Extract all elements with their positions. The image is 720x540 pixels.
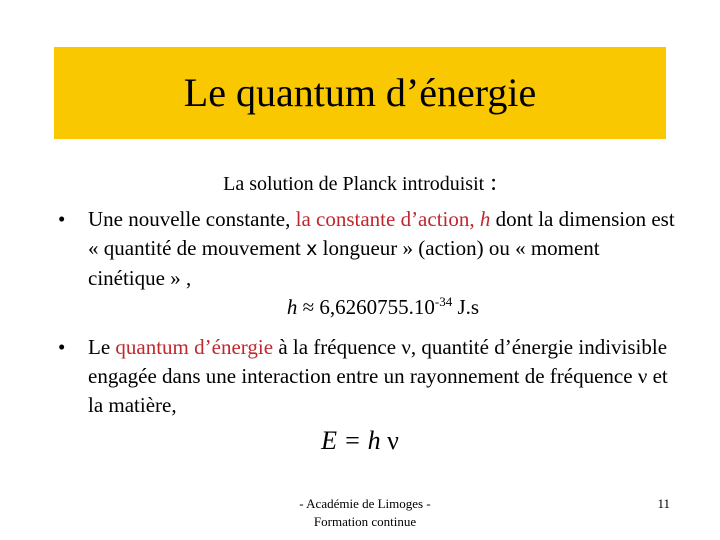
bullet-body <box>88 333 678 420</box>
symbol-nu: ν <box>401 335 411 359</box>
bullet2-text-end: et la matière, <box>88 364 668 417</box>
footer <box>270 495 460 531</box>
highlight-constant-action: la constante d’action, <box>295 207 480 231</box>
bullet-item-constant <box>58 205 678 322</box>
footer-organization: - Académie de Limoges - <box>299 496 431 511</box>
symbol-nu: ν <box>637 364 648 388</box>
bullet2-text-start: Le <box>88 335 116 359</box>
bullet-body <box>88 205 678 322</box>
equation-lhs: E = h <box>321 426 388 455</box>
formula-exponent: -34 <box>434 294 453 309</box>
bullet-dot-icon: • <box>58 207 66 231</box>
energy-equation <box>0 426 720 456</box>
planck-constant-formula <box>88 293 678 322</box>
highlight-quantum-energy: quantum d’énergie <box>115 335 274 359</box>
intro-label: La solution de Planck introduisit <box>223 173 485 195</box>
intro-colon: : <box>490 170 497 196</box>
symbol-h: h <box>479 207 491 231</box>
bullet2-text-continued: , quantité d’énergie indivisible engagée dans une interaction entre un rayonnement de fréquence <box>88 335 668 388</box>
equation-nu: ν <box>387 426 399 455</box>
page-number: 11 <box>657 496 670 511</box>
bullet1-text-start: Une nouvelle constante, <box>88 207 296 231</box>
slide-title: Le quantum d’énergie <box>183 70 537 115</box>
title-banner <box>54 47 666 139</box>
bullet2-text-middle: à la fréquence <box>273 335 402 359</box>
footer-subtitle: Formation continue <box>313 514 417 529</box>
times-symbol: x <box>306 238 318 260</box>
formula-value: ≈ 6,6260755.10 <box>297 295 435 319</box>
bullet1-text-middle: dont la dimension est « quantité de mouvement <box>88 207 675 260</box>
bullet-dot-icon: • <box>58 335 66 359</box>
bullet1-text-end: longueur » (action) ou « moment cinétique » , <box>88 236 600 290</box>
bullet-item-quantum <box>58 333 678 420</box>
formula-unit: J.s <box>452 295 480 319</box>
formula-symbol-h: h <box>286 295 298 319</box>
intro-text <box>0 170 720 197</box>
